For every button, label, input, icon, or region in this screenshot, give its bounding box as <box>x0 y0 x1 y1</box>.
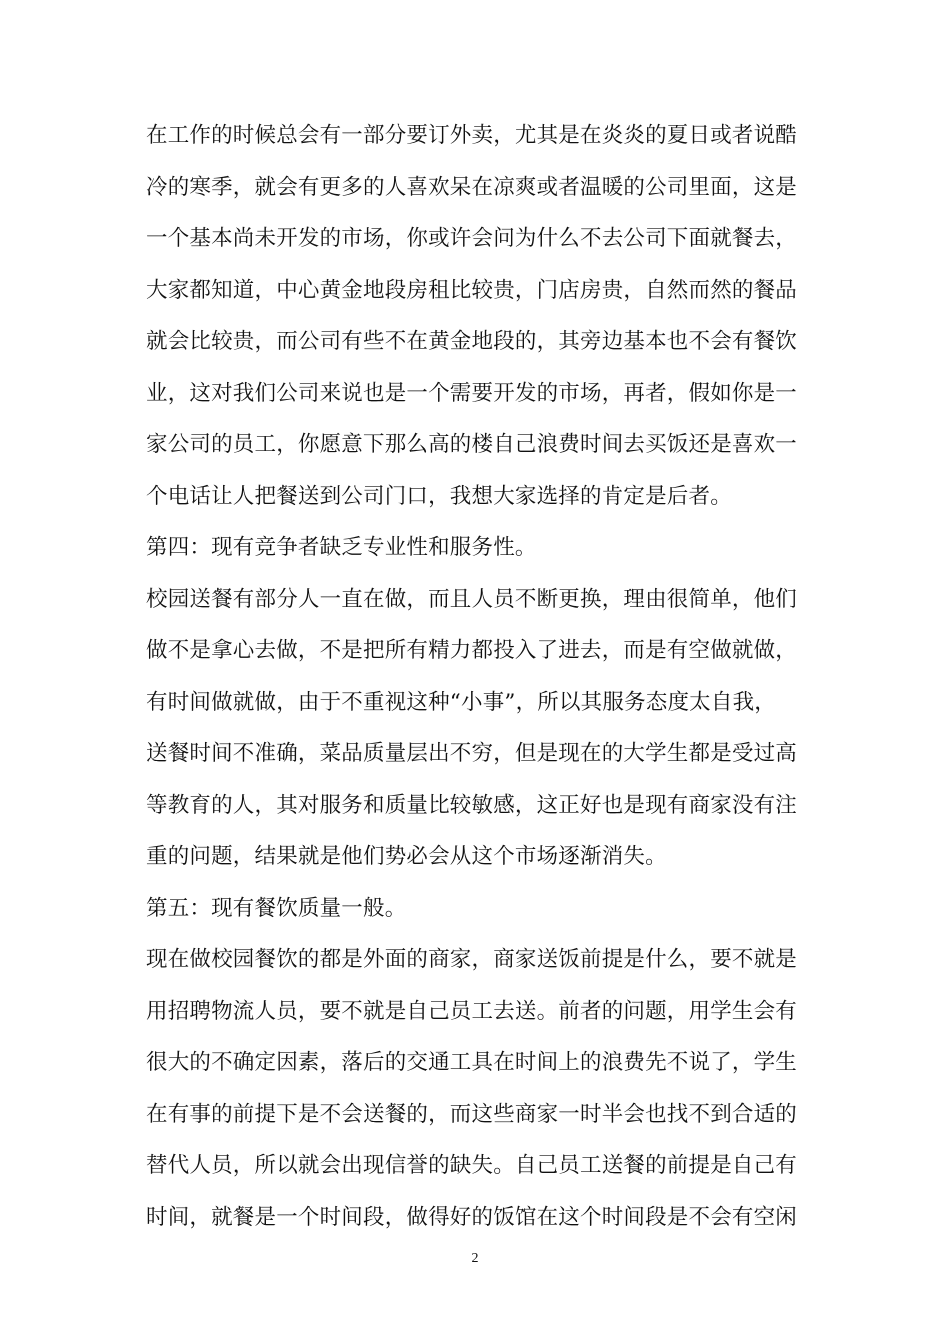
body-text <box>146 116 816 1249</box>
text-line: 时间，就餐是一个时间段，做得好的饭馆在这个时间段是不会有空闲 <box>146 1204 798 1230</box>
page-number: 2 <box>471 1251 479 1266</box>
text-line: 就会比较贵，而公司有些不在黄金地段的，其旁边基本也不会有餐饮 <box>146 329 798 354</box>
text-line: 在有事的前提下是不会送餐的，而这些商家一时半会也找不到合适的 <box>146 1101 798 1127</box>
text-line: 在工作的时候总会有一部分要订外卖，尤其是在炎炎的夏日或者说酷 <box>146 123 798 148</box>
text-line: 做不是拿心去做，不是把所有精力都投入了进去，而是有空做就做， <box>146 638 798 663</box>
text-line: 很大的不确定因素，落后的交通工具在时间上的浪费先不说了，学生 <box>146 1050 798 1075</box>
text-line: 个电话让人把餐送到公司门口，我想大家选择的肯定是后者。 <box>146 483 732 509</box>
text-line: 等教育的人，其对服务和质量比较敏感，这正好也是现有商家没有注 <box>146 792 798 818</box>
text-line: 重的问题，结果就是他们势必会从这个市场逐渐消失。 <box>146 844 667 869</box>
text-line: 替代人员，所以就会出现信誉的缺失。自己员工送餐的前提是自己有 <box>146 1153 798 1178</box>
text-line: 校园送餐有部分人一直在做，而且人员不断更换，理由很简单，他们 <box>146 586 798 612</box>
section-heading: 第四：现有竞争者缺乏专业性和服务性。 <box>146 535 537 560</box>
text-line: 用招聘物流人员，要不就是自己员工去送。前者的问题，用学生会有 <box>146 998 798 1024</box>
text-line: 大家都知道，中心黄金地段房租比较贵，门店房贵，自然而然的餐品 <box>146 277 798 303</box>
section-heading: 第五：现有餐饮质量一般。 <box>146 895 407 921</box>
text-line: 现在做校园餐饮的都是外面的商家，商家送饭前提是什么，要不就是 <box>146 947 798 972</box>
text-line: 一个基本尚未开发的市场，你或许会问为什么不去公司下面就餐去， <box>146 226 798 251</box>
text-line: 送餐时间不准确，菜品质量层出不穷，但是现在的大学生都是受过高 <box>146 741 798 766</box>
text-line: 有时间做就做，由于不重视这种“小事”，所以其服务态度太自我， <box>146 689 776 715</box>
text-line: 冷的寒季，就会有更多的人喜欢呆在凉爽或者温暖的公司里面，这是 <box>146 174 798 200</box>
text-line: 家公司的员工，你愿意下那么高的楼自己浪费时间去买饭还是喜欢一 <box>146 432 798 457</box>
text-line: 业，这对我们公司来说也是一个需要开发的市场，再者，假如你是一 <box>146 380 798 406</box>
